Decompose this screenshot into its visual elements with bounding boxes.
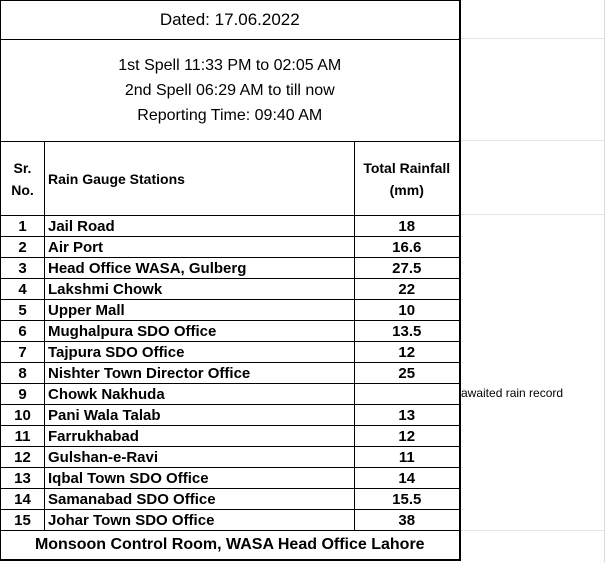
table-row (1, 216, 460, 237)
table-row (1, 321, 460, 342)
sheet-gridline (458, 214, 605, 215)
table-row (1, 405, 460, 426)
table-row (1, 237, 460, 258)
row-rainfall: 27.5 (355, 258, 460, 279)
sheet-gridline (458, 140, 605, 141)
row-rainfall: 13 (355, 405, 460, 426)
row-station: Lakshmi Chowk (45, 279, 355, 300)
header-rain-line1: Total Rainfall (363, 159, 451, 176)
row-sr-no: 5 (1, 300, 45, 321)
row-station: Samanabad SDO Office (45, 489, 355, 510)
row-station: Upper Mall (45, 300, 355, 321)
row-rainfall: 12 (355, 426, 460, 447)
row-station: Air Port (45, 237, 355, 258)
header-rain-line2: (mm) (389, 181, 424, 198)
header-station: Rain Gauge Stations (45, 142, 355, 216)
footer-label: Monsoon Control Room, WASA Head Office Lahore (1, 531, 460, 561)
table-row (1, 258, 460, 279)
row-sr-no: 4 (1, 279, 45, 300)
row-rainfall: 16.6 (355, 237, 460, 258)
row-sr-no: 2 (1, 237, 45, 258)
header-sr-no (1, 142, 45, 216)
row-rainfall: 12 (355, 342, 460, 363)
row-station: Tajpura SDO Office (45, 342, 355, 363)
row-station: Head Office WASA, Gulberg (45, 258, 355, 279)
row-sr-no: 14 (1, 489, 45, 510)
table-row (1, 363, 460, 384)
awaited-note: awaited rain record (461, 386, 564, 400)
table-row (1, 300, 460, 321)
row-station: Johar Town SDO Office (45, 510, 355, 531)
row-rainfall: 14 (355, 468, 460, 489)
row-sr-no: 11 (1, 426, 45, 447)
row-rainfall: 22 (355, 279, 460, 300)
row-sr-no: 6 (1, 321, 45, 342)
row-station: Farrukhabad (45, 426, 355, 447)
spell-line-1: 1st Spell 11:33 PM to 02:05 AM (118, 57, 342, 74)
row-rainfall: 13.5 (355, 321, 460, 342)
row-sr-no: 12 (1, 447, 45, 468)
row-sr-no: 9 (1, 384, 45, 405)
row-station: Nishter Town Director Office (45, 363, 355, 384)
row-rainfall: 18 (355, 216, 460, 237)
table-row (1, 447, 460, 468)
row-sr-no: 15 (1, 510, 45, 531)
table-row (1, 489, 460, 510)
sheet-gridline (458, 530, 605, 531)
reporting-time: Reporting Time: 09:40 AM (137, 107, 323, 124)
row-rainfall: 25 (355, 363, 460, 384)
row-station: Mughalpura SDO Office (45, 321, 355, 342)
row-sr-no: 3 (1, 258, 45, 279)
row-rainfall: 10 (355, 300, 460, 321)
spell-line-2: 2nd Spell 06:29 AM to till now (124, 82, 335, 99)
row-rainfall: 11 (355, 447, 460, 468)
row-rainfall (355, 384, 460, 405)
table-row (1, 510, 460, 531)
table-row (1, 342, 460, 363)
row-sr-no: 8 (1, 363, 45, 384)
table-row (1, 279, 460, 300)
row-station: Iqbal Town SDO Office (45, 468, 355, 489)
header-sr-line2: No. (11, 181, 34, 198)
row-station: Jail Road (45, 216, 355, 237)
sheet-gridline (458, 38, 605, 39)
station-rows (1, 216, 460, 531)
table-row (1, 384, 460, 405)
row-rainfall: 15.5 (355, 489, 460, 510)
row-station: Pani Wala Talab (45, 405, 355, 426)
row-sr-no: 13 (1, 468, 45, 489)
row-station: Chowk Nakhuda (45, 384, 355, 405)
spell-info (1, 40, 460, 142)
table-row (1, 468, 460, 489)
row-station: Gulshan-e-Ravi (45, 447, 355, 468)
table-row (1, 426, 460, 447)
header-rainfall (355, 142, 460, 216)
row-sr-no: 1 (1, 216, 45, 237)
report-date-title: Dated: 17.06.2022 (1, 1, 460, 40)
row-rainfall: 38 (355, 510, 460, 531)
row-sr-no: 7 (1, 342, 45, 363)
row-sr-no: 10 (1, 405, 45, 426)
header-sr-line1: Sr. (13, 159, 32, 176)
